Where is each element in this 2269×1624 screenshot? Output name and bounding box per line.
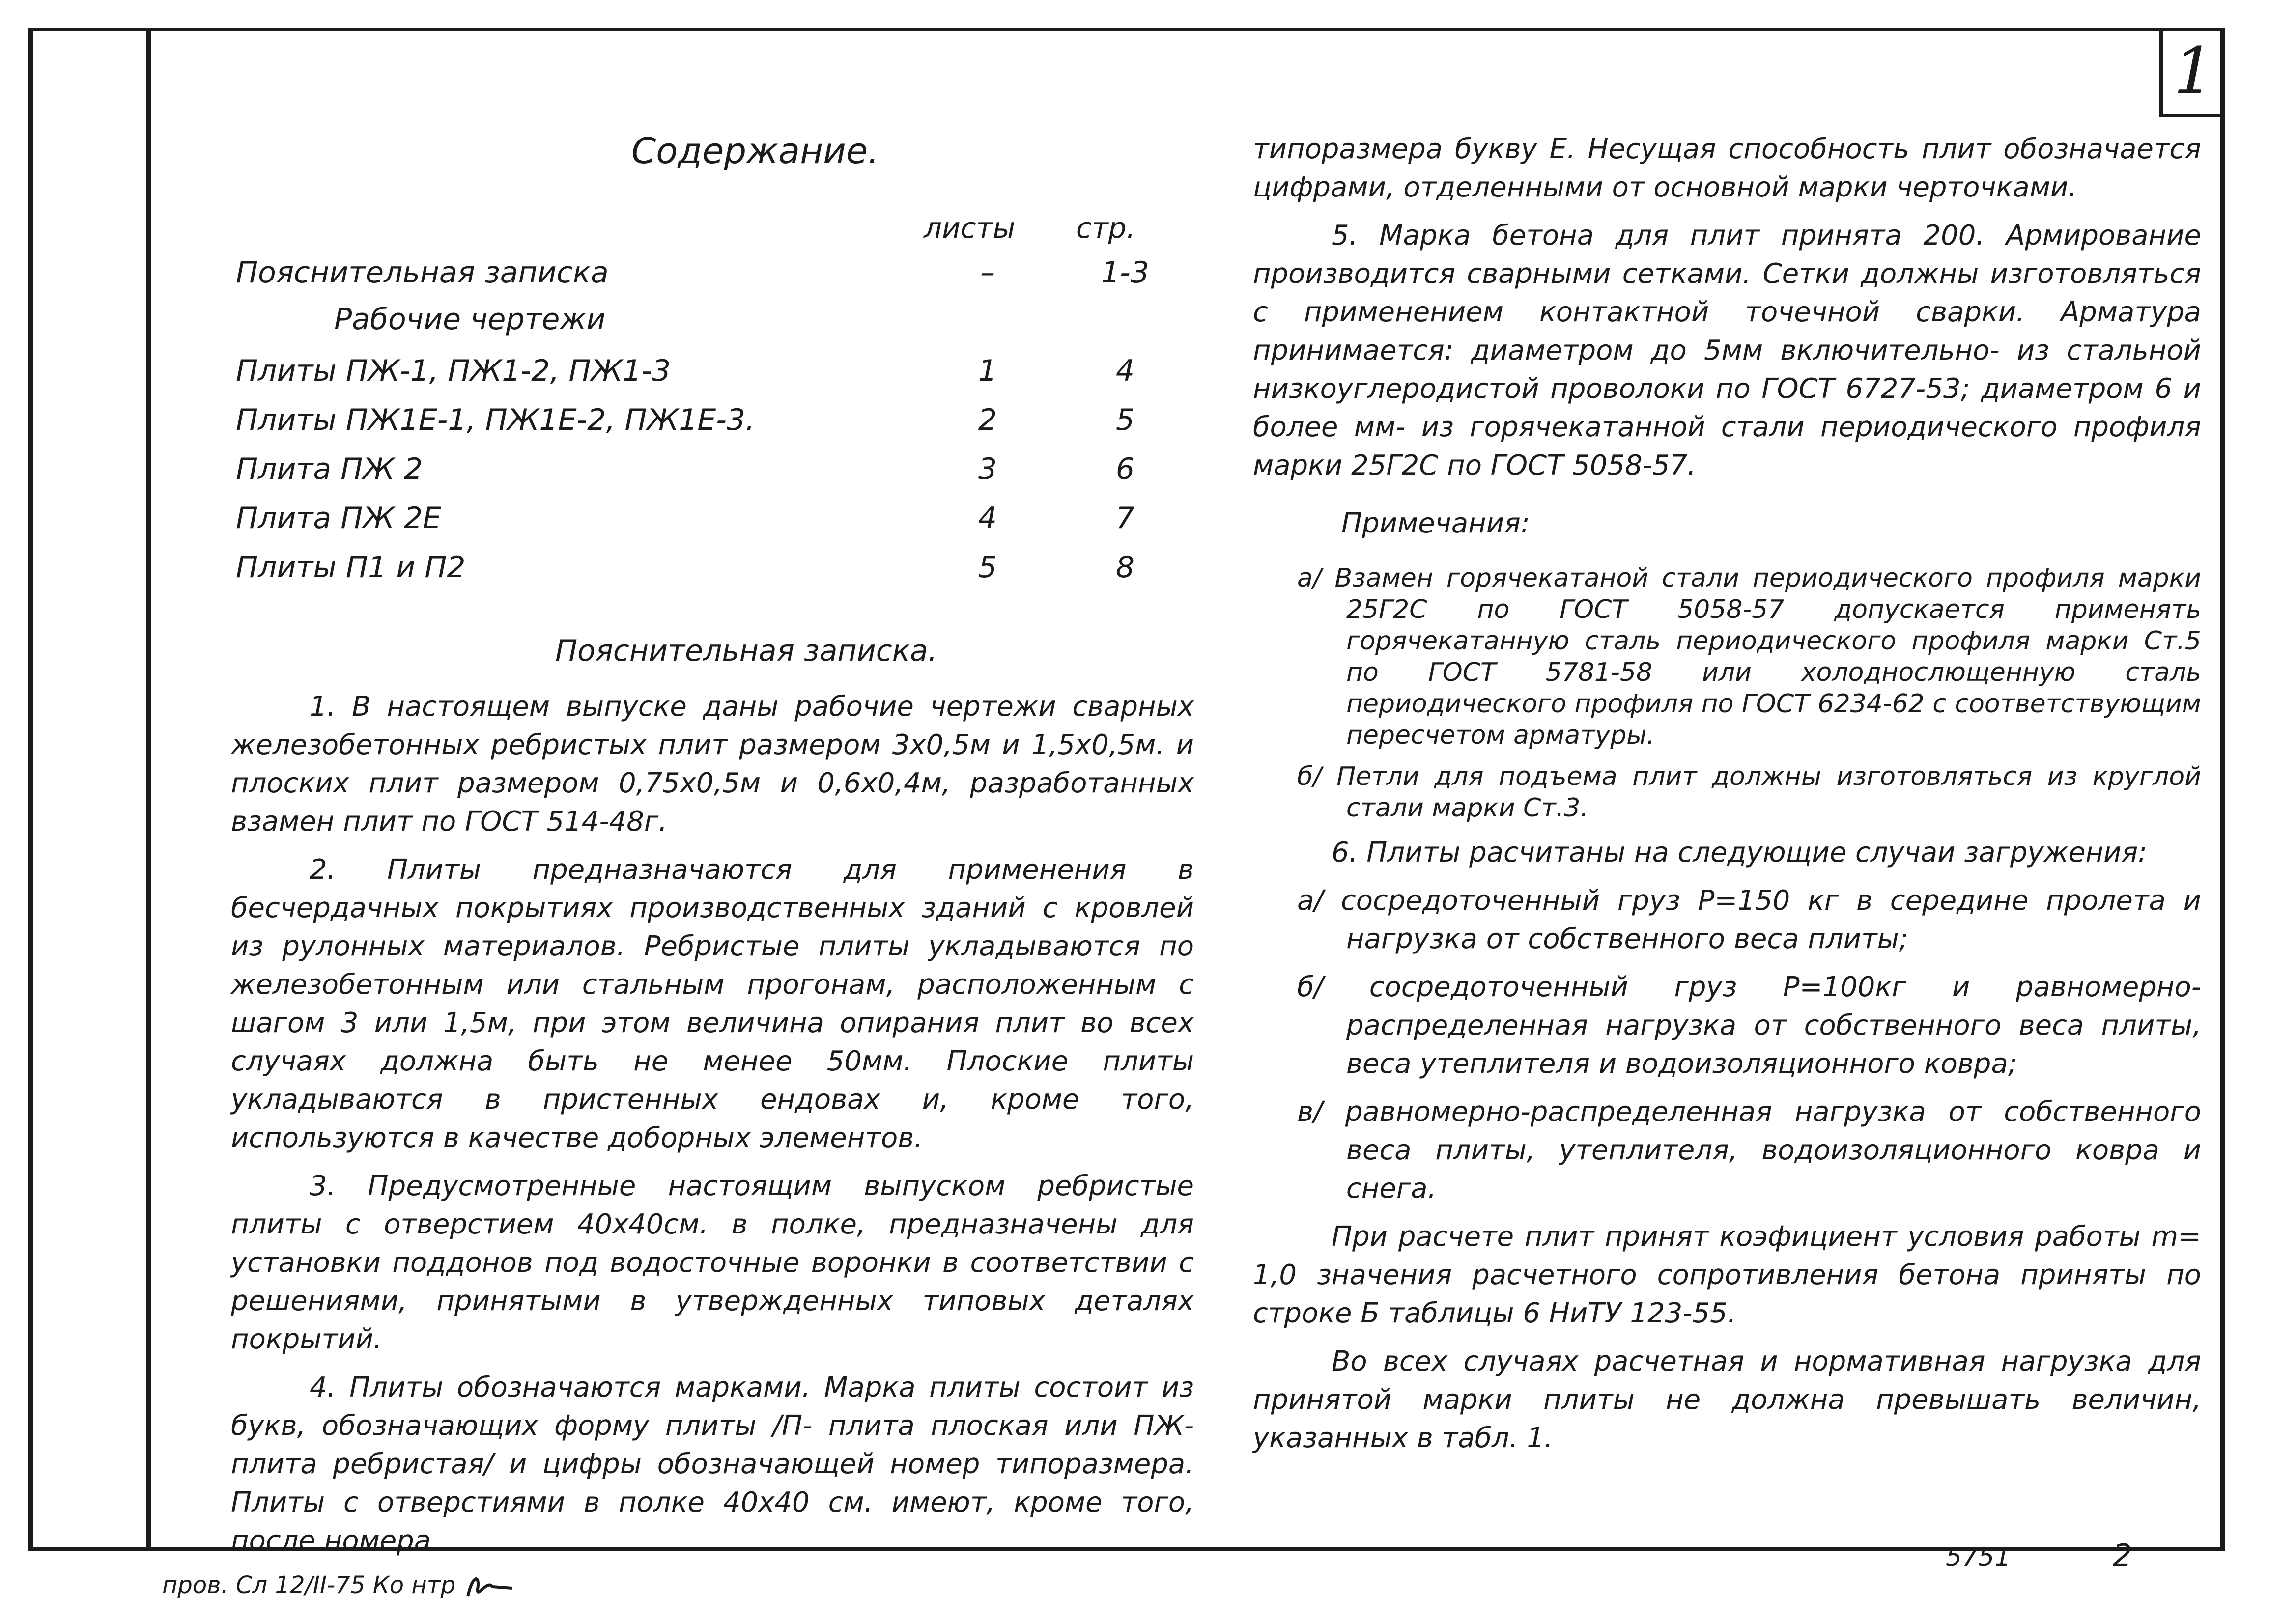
page-number: 2 <box>2113 1538 2132 1573</box>
contents-row-label: Плиты ПЖ-1, ПЖ1-2, ПЖ1-3 <box>236 354 671 388</box>
notes-title: Примечания: <box>1341 507 1530 539</box>
contents-row-page: 5 <box>1115 403 1135 437</box>
contents-row-sheet: 4 <box>978 501 997 535</box>
contents-row-sheet: 1 <box>978 354 997 388</box>
contents-row-label: Плита ПЖ 2Е <box>236 501 442 535</box>
left-column <box>231 688 1194 1570</box>
contents-row-page: 7 <box>1115 501 1135 535</box>
sheet-number: 1 <box>2159 31 2225 117</box>
contents-row-sheet: 5 <box>978 550 997 585</box>
paragraph-6: 6. Плиты расчитаны на следующие случаи загружения: <box>1332 837 2148 868</box>
drawing-code: 5751 <box>1946 1542 2011 1572</box>
load-case-a: а/ сосредоточенный груз Р=150 кг в середине пролета и нагрузка от собственного веса плиты; <box>1297 885 2201 955</box>
paragraph-5: 5. Марка бетона для плит принята 200. Армирование производится сварными сетками. Сетки должны изготовляться с применением контактной точечной сварки. Арматура принимается: диаметром до 5мм включительно- из стальной низкоуглеродистой проволоки по ГОСТ 6727-53; диаметром 6 и более мм- из горячекатанной стали периодического профиля марки 25Г2С по ГОСТ 5058-57. <box>1253 220 2201 481</box>
contents-row-sheet: 2 <box>978 403 997 437</box>
contents-row <box>236 452 1194 496</box>
contents-row-label: Плита ПЖ 2 <box>236 452 423 486</box>
right-column <box>1253 130 2201 1467</box>
contents-row-label: Плиты ПЖ1Е-1, ПЖ1Е-2, ПЖ1Е-3. <box>236 403 755 437</box>
contents-row <box>236 403 1194 447</box>
checker-stamp <box>162 1569 517 1604</box>
contents-row <box>236 501 1194 545</box>
paragraph-1: 1. В настоящем выпуске даны рабочие чертежи сварных железобетонных ребристых плит размером 3х0,5м и 1,5х0,5м. и плоских плит размером 0,75х0,5м и 0,6х0,4м, разработанных взамен плит по ГОСТ 514-48г. <box>231 691 1194 838</box>
paragraph-4-continuation: типоразмера букву Е. Несущая способность плит обозначается цифрами, отделенными от основной марки черточками. <box>1253 133 2201 203</box>
paragraph-3: 3. Предусмотренные настоящим выпуском ребристые плиты с отверстием 40х40см. в полке, предназначены для установки поддонов под водосточные воронки в соответствии с решениями, принятыми в утвержденных типовых деталях покрытий. <box>231 1170 1194 1355</box>
contents-row <box>236 550 1194 594</box>
calculation-paragraph: При расчете плит принят коэфициент условия работы m= 1,0 значения расчетного сопротивления бетона приняты по строке Б таблицы 6 НиТУ 123-55. <box>1253 1221 2201 1329</box>
contents-row <box>236 354 1194 398</box>
explanatory-note-title: Пояснительная записка. <box>555 634 937 668</box>
signature-icon <box>463 1569 517 1604</box>
paragraph-2: 2. Плиты предназначаются для применения в бесчердачных покрытиях производственных зданий с кровлей из рулонных материалов. Ребристые плиты укладываются по железобетонным или стальным прогонам, расположенным с шагом 3 или 1,5м, при этом величина опирания плит во всех случаях должна быть не менее 50мм. Плоские плиты укладываются в пристенных ендовах и, кроме того, используются в качестве доборных элементов. <box>231 854 1194 1154</box>
contents-row-label: Пояснительная записка <box>236 255 609 290</box>
note-b: б/ Петли для подъема плит должны изготовляться из круглой стали марки Ст.3. <box>1297 762 2201 823</box>
final-paragraph: Во всех случаях расчетная и нормативная нагрузка для принятой марки плиты не должна превышать величин, указанных в табл. 1. <box>1253 1345 2201 1454</box>
contents-row <box>236 302 1194 346</box>
load-case-b: б/ сосредоточенный груз Р=100кг и равномерно-распределенная нагрузка от собственного веса плиты, веса утеплителя и водоизоляционного ковра; <box>1297 971 2201 1080</box>
contents-row-page: 6 <box>1115 452 1135 486</box>
contents-row-sheet: – <box>980 255 995 290</box>
contents-title: Содержание. <box>631 130 879 171</box>
contents-row-label: Рабочие чертежи <box>334 302 606 336</box>
contents-col-sheets: листы <box>924 211 1016 245</box>
load-case-c: в/ равномерно-распределенная нагрузка от собственного веса плиты, утеплителя, водоизоляционного ковра и снега. <box>1297 1096 2201 1204</box>
contents-row-page: 1-3 <box>1101 255 1149 290</box>
contents-row-page: 4 <box>1115 354 1135 388</box>
contents-row <box>236 255 1194 300</box>
contents-row-page: 8 <box>1115 550 1135 585</box>
checker-stamp-text: пров. Сл 12/II-75 Ко нтр <box>162 1571 456 1599</box>
contents-col-pages: стр. <box>1076 211 1135 245</box>
contents-row-sheet: 3 <box>978 452 997 486</box>
contents-row-label: Плиты П1 и П2 <box>236 550 466 585</box>
note-a: а/ Взамен горячекатаной стали периодического профиля марки 25Г2С по ГОСТ 5058-57 допускается применять горячекатанную сталь периодического профиля марки Ст.5 по ГОСТ 5781-58 или холоднослющенную сталь периодического профиля по ГОСТ 6234-62 с соответствующим пересчетом арматуры. <box>1297 563 2201 750</box>
paragraph-4: 4. Плиты обозначаются марками. Марка плиты состоит из букв, обозначающих форму плиты /П- плита плоская или ПЖ- плита ребристая/ и цифры обозначающей номер типоразмера. Плиты с отверстиями в полке 40х40 см. имеют, кроме того, после номера <box>231 1372 1194 1557</box>
